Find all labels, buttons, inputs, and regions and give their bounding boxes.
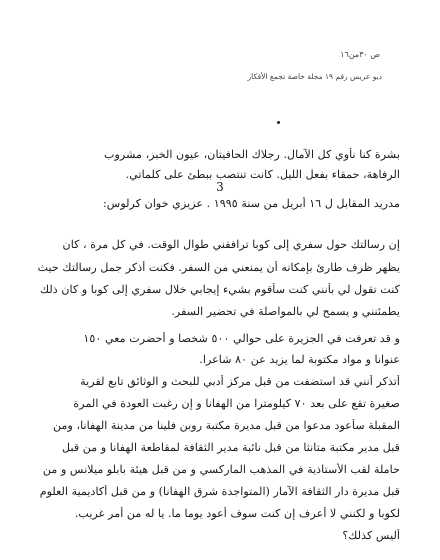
paragraph-3-line-1: أتذكر أنني قد استضفت من قبل مركز أدبي للبحث و الوثائق تابع لقرية <box>80 375 400 388</box>
paragraph-3-line-7: لكوبا و لكنني لا أعرف إن كنت سوف أعود يوما ما. يا له من أمر غريب. <box>74 507 400 520</box>
paragraph-3-line-8: أليس كذلك؟ <box>342 529 400 542</box>
top-text-line-2: الرفاهة، حمقاء بفعل الليل. كانت تنتصب ببطئ على كلماتي. <box>125 168 400 181</box>
paragraph-3-line-4: قبل مدير مكتبة متانثا من قبل نائبة مدير الثقافة لمقاطعة الهفانا و من قبل <box>62 441 400 454</box>
paragraph-1-line-2: يظهر ظرف طارئ بإمكانه أن يمنعني من السفر. فكنت أذكر جمل رسالتك حيث <box>37 261 400 274</box>
paragraph-2-line-1: و قد تعرفت في الجزيرة على حوالي ٥٠٠ شخصا و أحضرت معي ١٥٠ <box>83 332 400 345</box>
date-line: مدريد المقابل ل ١٦ أبريل من سنة ١٩٩٥ . عزيزي خوان كرلوس: <box>102 197 400 210</box>
paragraph-3-line-2: صغيرة تقع على بعد ٧٠ كيلومترا من الهفانا و إن رغبت العودة في المرة <box>73 397 400 410</box>
paragraph-3-line-3: المقبلة سأعود مدعوا من قبل مديرة مكتبة روبن فلينا من مدينة الهفانا، ومن <box>53 419 400 432</box>
series-note: ديو عريس رقم ١٩ مجلة خاصة تجمع الأفكار <box>247 72 382 81</box>
decorative-dot <box>277 121 280 124</box>
paragraph-2-line-2: عنوانا و مواد مكتوبة لما يزيد عن ٨٠ شاعرا. <box>199 353 400 366</box>
page-reference: ص ٣٠من١٦ <box>340 50 380 59</box>
top-text-line-1: بشرة كنا نأوي كل الآمال. رجلاك الحافيتان، عيون الخبز، مشروب <box>103 148 400 161</box>
paragraph-1-line-1: إن رسالتك حول سفري إلى كوبا ترافقني طوال الوقت. في كل مرة ، كان <box>62 238 400 251</box>
paragraph-1-line-3: كنت تقول لي بأنني كنت سأقوم بشيء إيجابي خلال سفري إلى كوبا و كان ذلك <box>39 283 400 296</box>
paragraph-3-line-6: قبل مديرة دار الثقافة الآمار (المتواجدة شرق الهفانا) و من قبل أكاديمية العلوم <box>39 485 400 498</box>
section-number: 3 <box>216 180 224 194</box>
paragraph-1-line-4: يطمئنني و يسمح لي بالمواصلة في تحضير السفر. <box>171 305 400 318</box>
paragraph-3-line-5: حاملة لقب الأستاذية في المذهب الماركسي و من قبل هيئة بابلو ميلانس و من <box>42 463 400 476</box>
